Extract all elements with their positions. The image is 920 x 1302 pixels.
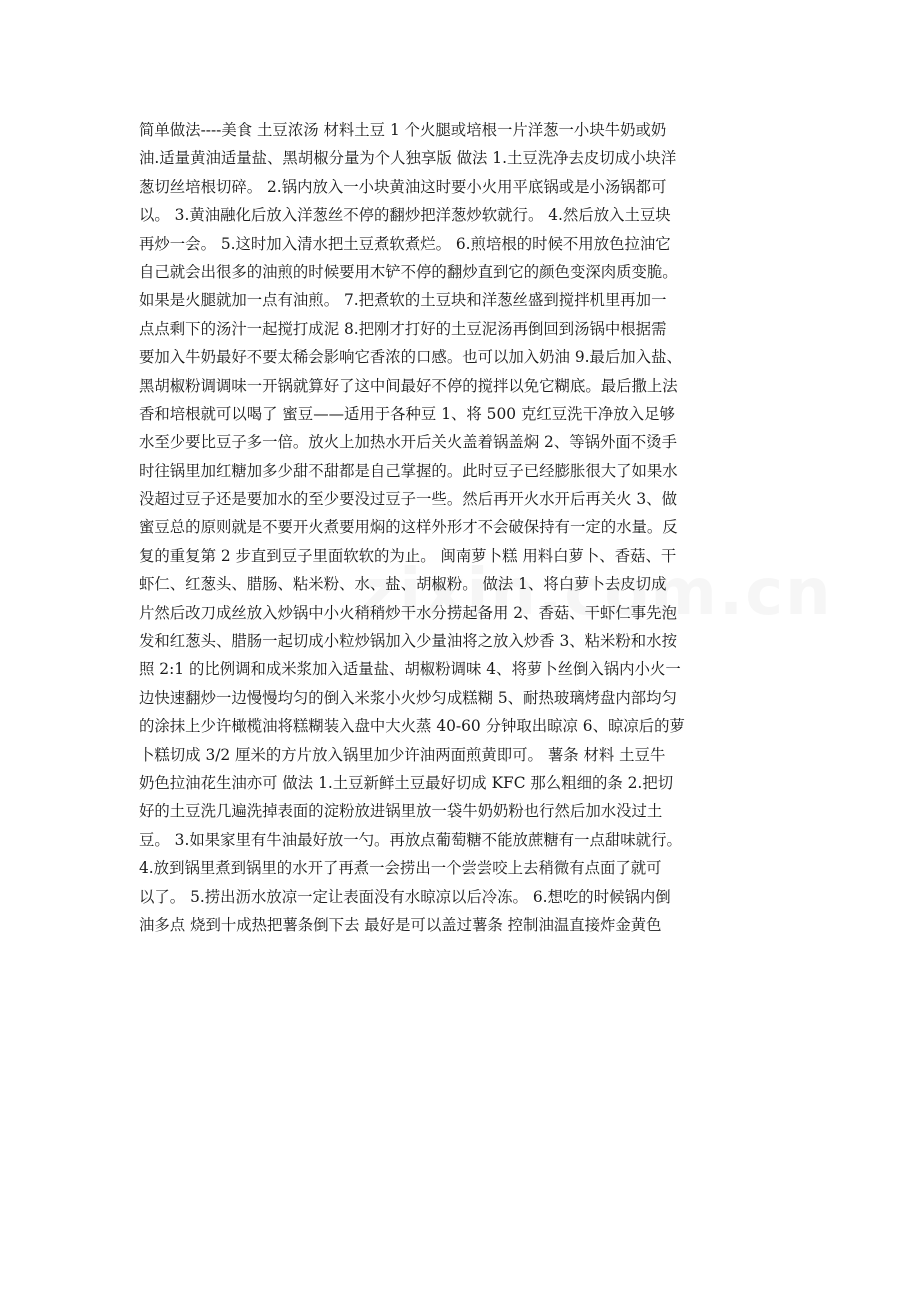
text-line: 香和培根就可以喝了 蜜豆——适用于各种豆 1、将 500 克红豆洗干净放入足够 bbox=[139, 404, 675, 423]
text-line: 的涂抹上少许橄榄油将糕糊装入盘中大火蒸 40-60 分钟取出晾凉 6、晾凉后的萝 bbox=[139, 717, 685, 736]
text-line: 如果是火腿就加一点有油煎。 7.把煮软的土豆块和洋葱丝盛到搅拌机里再加一 bbox=[139, 291, 667, 310]
text-line: 奶色拉油花生油亦可 做法 1.土豆新鲜土豆最好切成 KFC 那么粗细的条 2.把切 bbox=[139, 773, 674, 792]
text-line: 蜜豆总的原则就是不要开火煮要用焖的这样外形才不会破保持有一定的水量。反 bbox=[139, 518, 678, 537]
text-line: 时往锅里加红糖加多少甜不甜都是自己掌握的。此时豆子已经膨胀很大了如果水 bbox=[139, 461, 678, 480]
text-line: 水至少要比豆子多一倍。放火上加热水开后关火盖着锅盖焖 2、等锅外面不烫手 bbox=[139, 433, 677, 452]
text-line: 以了。 5.捞出沥水放凉一定让表面没有水晾凉以后冷冻。 6.想吃的时候锅内倒 bbox=[139, 887, 671, 906]
text-line: 再炒一会。 5.这时加入清水把土豆煮软煮烂。 6.煎培根的时候不用放色拉油它 bbox=[139, 234, 671, 253]
text-line: 好的土豆洗几遍洗掉表面的淀粉放进锅里放一袋牛奶奶粉也行然后加水没过土 bbox=[139, 802, 663, 821]
text-line: 照 2:1 的比例调和成米浆加入适量盐、胡椒粉调味 4、将萝卜丝倒入锅内小火一 bbox=[139, 660, 681, 679]
text-line: 没超过豆子还是要加水的至少要没过豆子一些。然后再开火水开后再关火 3、做 bbox=[139, 490, 677, 509]
text-line: 4.放到锅里煮到锅里的水开了再煮一会捞出一个尝尝咬上去稍微有点面了就可 bbox=[139, 859, 662, 878]
text-line: 豆。 3.如果家里有牛油最好放一勺。再放点葡萄糖不能放蔗糖有一点甜味就行。 bbox=[139, 830, 682, 849]
text-line: 葱切丝培根切碎。 2.锅内放入一小块黄油这时要小火用平底锅或是小汤锅都可 bbox=[139, 177, 667, 196]
text-line: 油.适量黄油适量盐、黑胡椒分量为个人独享版 做法 1.土豆洗净去皮切成小块洋 bbox=[139, 149, 677, 168]
text-line: 以。 3.黄油融化后放入洋葱丝不停的翻炒把洋葱炒软就行。 4.然后放入土豆块 bbox=[139, 206, 671, 225]
text-line: 黑胡椒粉调调味一开锅就算好了这中间最好不停的搅拌以免它糊底。最后撒上法 bbox=[139, 376, 678, 395]
text-line: 虾仁、红葱头、腊肠、粘米粉、水、盐、胡椒粉。 做法 1、将白萝卜去皮切成 bbox=[139, 575, 667, 594]
text-line: 发和红葱头、腊肠一起切成小粒炒锅加入少量油将之放入炒香 3、粘米粉和水按 bbox=[139, 632, 677, 651]
text-line: 片然后改刀成丝放入炒锅中小火稍稍炒干水分捞起备用 2、香菇、干虾仁事先泡 bbox=[139, 603, 677, 622]
text-line: 边快速翻炒一边慢慢均匀的倒入米浆小火炒匀成糕糊 5、耐热玻璃烤盘内部均匀 bbox=[139, 688, 677, 707]
text-line: 复的重复第 2 步直到豆子里面软软的为止。 闽南萝卜糕 用料白萝卜、香菇、干 bbox=[139, 546, 677, 565]
text-line: 卜糕切成 3/2 厘米的方片放入锅里加少许油两面煎黄即可。 薯条 材料 土豆牛 bbox=[139, 745, 666, 764]
text-line: 简单做法----美食 土豆浓汤 材料土豆 1 个火腿或培根一片洋葱一小块牛奶或奶 bbox=[139, 121, 667, 139]
text-line: 要加入牛奶最好不要太稀会影响它香浓的口感。也可以加入奶油 9.最后加入盐、 bbox=[139, 348, 682, 367]
document-body bbox=[139, 116, 791, 939]
text-line: 自己就会出很多的油煎的时候要用木铲不停的翻炒直到它的颜色变深肉质变脆。 bbox=[139, 262, 678, 281]
text-line: 点点剩下的汤汁一起搅打成泥 8.把刚才打好的土豆泥汤再倒回到汤锅中根据需 bbox=[139, 319, 667, 338]
text-line: 油多点 烧到十成热把薯条倒下去 最好是可以盖过薯条 控制油温直接炸金黄色 bbox=[139, 915, 662, 934]
